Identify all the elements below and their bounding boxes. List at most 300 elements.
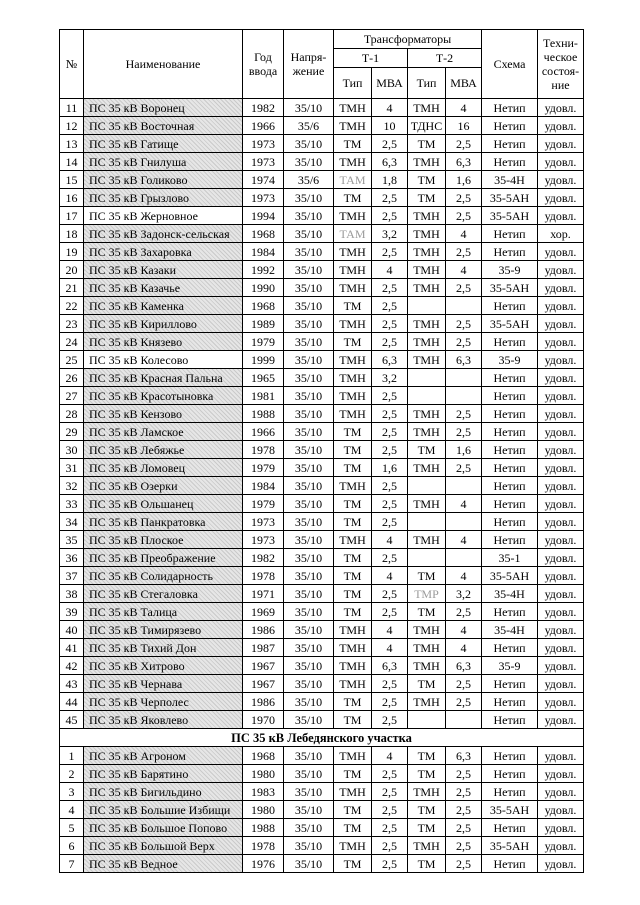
cell-num: 19	[60, 243, 84, 261]
cell-voltage: 35/10	[284, 567, 334, 585]
cell-t1-mva: 6,3	[372, 657, 408, 675]
cell-t2-type: ТМН	[408, 531, 446, 549]
table-row	[60, 513, 584, 531]
cell-voltage: 35/10	[284, 225, 334, 243]
cell-num: 37	[60, 567, 84, 585]
cell-name: ПС 35 кВ Грызлово	[84, 189, 243, 207]
cell-num: 27	[60, 387, 84, 405]
cell-year: 1973	[243, 153, 284, 171]
cell-num: 20	[60, 261, 84, 279]
cell-year: 1992	[243, 261, 284, 279]
cell-num: 4	[60, 801, 84, 819]
cell-t1-type: ТМ	[334, 423, 372, 441]
cell-t2-type: ТМН	[408, 207, 446, 225]
cell-t1-type: ТМ	[334, 585, 372, 603]
cell-condition: удовл.	[538, 711, 584, 729]
cell-name: ПС 35 кВ Талица	[84, 603, 243, 621]
cell-name: ПС 35 кВ Панкратовка	[84, 513, 243, 531]
table-row	[60, 855, 584, 873]
cell-t1-mva: 2,5	[372, 423, 408, 441]
cell-t1-type: ТМН	[334, 477, 372, 495]
cell-t1-mva: 6,3	[372, 351, 408, 369]
cell-voltage: 35/10	[284, 135, 334, 153]
table-row	[60, 675, 584, 693]
cell-num: 21	[60, 279, 84, 297]
cell-t1-type: ТМН	[334, 531, 372, 549]
cell-condition: удовл.	[538, 459, 584, 477]
cell-scheme: 35-9	[482, 261, 538, 279]
cell-t2-mva: 2,5	[446, 243, 482, 261]
cell-name: ПС 35 кВ Красотыновка	[84, 387, 243, 405]
cell-scheme: Нетип	[482, 819, 538, 837]
cell-t1-type: ТМН	[334, 99, 372, 117]
cell-t2-type: ТМН	[408, 693, 446, 711]
cell-name: ПС 35 кВ Черполес	[84, 693, 243, 711]
cell-t2-mva: 2,5	[446, 423, 482, 441]
table-row	[60, 549, 584, 567]
cell-name: ПС 35 кВ Колесово	[84, 351, 243, 369]
cell-year: 1978	[243, 441, 284, 459]
cell-t2-type: ТМ	[408, 441, 446, 459]
cell-t1-mva: 4	[372, 639, 408, 657]
cell-name: ПС 35 кВ Преображение	[84, 549, 243, 567]
cell-t2-type: ТМН	[408, 657, 446, 675]
cell-voltage: 35/10	[284, 153, 334, 171]
cell-t1-mva: 2,5	[372, 135, 408, 153]
cell-t2-type: ТМН	[408, 783, 446, 801]
cell-num: 38	[60, 585, 84, 603]
cell-condition: удовл.	[538, 837, 584, 855]
table-row	[60, 567, 584, 585]
cell-t1-mva: 6,3	[372, 153, 408, 171]
cell-condition: удовл.	[538, 639, 584, 657]
cell-t1-mva: 2,5	[372, 297, 408, 315]
cell-t1-mva: 2,5	[372, 675, 408, 693]
cell-t1-type: ТМН	[334, 279, 372, 297]
cell-year: 1987	[243, 639, 284, 657]
table-row	[60, 99, 584, 117]
table-row	[60, 225, 584, 243]
table-row	[60, 333, 584, 351]
cell-t2-mva: 2,5	[446, 675, 482, 693]
cell-t1-type: ТМ	[334, 495, 372, 513]
cell-t1-mva: 2,5	[372, 477, 408, 495]
cell-year: 1973	[243, 513, 284, 531]
cell-t2-mva: 4	[446, 99, 482, 117]
cell-year: 1999	[243, 351, 284, 369]
cell-condition: удовл.	[538, 477, 584, 495]
table-row	[60, 585, 584, 603]
cell-num: 7	[60, 855, 84, 873]
cell-voltage: 35/10	[284, 423, 334, 441]
cell-scheme: Нетип	[482, 513, 538, 531]
cell-voltage: 35/10	[284, 189, 334, 207]
cell-name: ПС 35 кВ Казачье	[84, 279, 243, 297]
cell-scheme: Нетип	[482, 297, 538, 315]
table-row	[60, 117, 584, 135]
cell-t2-mva: 2,5	[446, 693, 482, 711]
table-row	[60, 441, 584, 459]
cell-t2-type	[408, 297, 446, 315]
cell-voltage: 35/10	[284, 639, 334, 657]
cell-year: 1966	[243, 423, 284, 441]
cell-year: 1982	[243, 549, 284, 567]
cell-t2-mva: 6,3	[446, 351, 482, 369]
cell-name: ПС 35 кВ Большое Попово	[84, 819, 243, 837]
table-row	[60, 765, 584, 783]
col-name-header: Наименование	[84, 30, 243, 99]
cell-condition: удовл.	[538, 603, 584, 621]
cell-scheme: Нетип	[482, 459, 538, 477]
cell-t1-type: ТМ	[334, 513, 372, 531]
transformers-header: Трансформаторы	[334, 30, 482, 49]
cell-t2-mva: 1,6	[446, 441, 482, 459]
cell-name: ПС 35 кВ Хитрово	[84, 657, 243, 675]
cell-t2-mva: 2,5	[446, 315, 482, 333]
cell-t2-type: ТМН	[408, 243, 446, 261]
cell-scheme: Нетип	[482, 693, 538, 711]
cell-t1-mva: 2,5	[372, 207, 408, 225]
cell-t2-mva: 2,5	[446, 207, 482, 225]
table-row	[60, 783, 584, 801]
cell-scheme: Нетип	[482, 783, 538, 801]
cell-t1-type: ТМ	[334, 603, 372, 621]
cell-scheme: Нетип	[482, 675, 538, 693]
table-row	[60, 711, 584, 729]
cell-num: 41	[60, 639, 84, 657]
cell-t2-mva: 2,5	[446, 459, 482, 477]
cell-scheme: Нетип	[482, 531, 538, 549]
cell-t2-mva: 6,3	[446, 153, 482, 171]
cell-name: ПС 35 кВ Восточная	[84, 117, 243, 135]
cell-t2-type: ТМ	[408, 189, 446, 207]
cell-t1-mva: 2,5	[372, 855, 408, 873]
cell-year: 1981	[243, 387, 284, 405]
cell-voltage: 35/10	[284, 441, 334, 459]
cell-t2-mva	[446, 387, 482, 405]
cell-t2-type: ТМН	[408, 837, 446, 855]
cell-name: ПС 35 кВ Тимирязево	[84, 621, 243, 639]
cell-voltage: 35/10	[284, 603, 334, 621]
cell-t1-type: ТМ	[334, 549, 372, 567]
cell-condition: удовл.	[538, 567, 584, 585]
cell-num: 29	[60, 423, 84, 441]
cell-name: ПС 35 кВ Чернава	[84, 675, 243, 693]
cell-t1-mva: 2,5	[372, 819, 408, 837]
cell-t2-type: ТМР	[408, 585, 446, 603]
cell-t2-mva: 2,5	[446, 855, 482, 873]
table-row	[60, 405, 584, 423]
cell-voltage: 35/10	[284, 765, 334, 783]
cell-condition: удовл.	[538, 387, 584, 405]
cell-year: 1976	[243, 855, 284, 873]
cell-t2-mva: 1,6	[446, 171, 482, 189]
cell-condition: удовл.	[538, 747, 584, 765]
cell-t1-type: ТМ	[334, 855, 372, 873]
cell-voltage: 35/10	[284, 261, 334, 279]
cell-scheme: 35-5АН	[482, 279, 538, 297]
cell-t2-mva	[446, 369, 482, 387]
cell-voltage: 35/10	[284, 459, 334, 477]
cell-t1-type: ТМН	[334, 261, 372, 279]
cell-t1-type: ТАМ	[334, 225, 372, 243]
cell-t2-mva	[446, 297, 482, 315]
cell-condition: удовл.	[538, 441, 584, 459]
cell-num: 12	[60, 117, 84, 135]
cell-t2-mva: 2,5	[446, 279, 482, 297]
cell-condition: удовл.	[538, 819, 584, 837]
cell-condition: удовл.	[538, 117, 584, 135]
cell-t2-type	[408, 711, 446, 729]
table-row	[60, 369, 584, 387]
t2-mva-header: МВА	[446, 68, 482, 99]
cell-voltage: 35/10	[284, 837, 334, 855]
cell-voltage: 35/10	[284, 801, 334, 819]
cell-condition: удовл.	[538, 657, 584, 675]
t1-mva-header: МВА	[372, 68, 408, 99]
cell-voltage: 35/10	[284, 99, 334, 117]
cell-name: ПС 35 кВ Ломовец	[84, 459, 243, 477]
cell-name: ПС 35 кВ Задонск-сельская	[84, 225, 243, 243]
cell-name: ПС 35 кВ Гатище	[84, 135, 243, 153]
table-row	[60, 315, 584, 333]
cell-voltage: 35/10	[284, 855, 334, 873]
cell-t1-type: ТАМ	[334, 171, 372, 189]
cell-year: 1967	[243, 675, 284, 693]
cell-year: 1967	[243, 657, 284, 675]
cell-t1-type: ТМ	[334, 189, 372, 207]
cell-voltage: 35/10	[284, 387, 334, 405]
col-condition-header: Техни-ческое состоя-ние	[538, 30, 584, 99]
cell-condition: удовл.	[538, 531, 584, 549]
cell-t2-type	[408, 387, 446, 405]
cell-t1-mva: 4	[372, 531, 408, 549]
cell-name: ПС 35 кВ Гнилуша	[84, 153, 243, 171]
cell-t2-type: ТМН	[408, 261, 446, 279]
cell-condition: удовл.	[538, 279, 584, 297]
cell-condition: удовл.	[538, 585, 584, 603]
table-row	[60, 621, 584, 639]
cell-t2-mva: 2,5	[446, 819, 482, 837]
cell-scheme: 35-4Н	[482, 171, 538, 189]
cell-year: 1973	[243, 189, 284, 207]
cell-voltage: 35/10	[284, 585, 334, 603]
cell-voltage: 35/10	[284, 279, 334, 297]
cell-num: 33	[60, 495, 84, 513]
cell-condition: удовл.	[538, 297, 584, 315]
table-row	[60, 189, 584, 207]
cell-t1-type: ТМ	[334, 801, 372, 819]
cell-t2-type: ТМН	[408, 621, 446, 639]
cell-voltage: 35/10	[284, 657, 334, 675]
cell-t1-type: ТМН	[334, 621, 372, 639]
cell-t2-type: ТМ	[408, 747, 446, 765]
cell-year: 1990	[243, 279, 284, 297]
cell-scheme: Нетип	[482, 243, 538, 261]
cell-num: 6	[60, 837, 84, 855]
cell-year: 1979	[243, 495, 284, 513]
cell-condition: удовл.	[538, 675, 584, 693]
cell-t1-mva: 2,5	[372, 693, 408, 711]
cell-scheme: Нетип	[482, 765, 538, 783]
cell-t1-mva: 2,5	[372, 765, 408, 783]
substations-table	[59, 29, 584, 873]
cell-scheme: Нетип	[482, 441, 538, 459]
col-num-header: №	[60, 30, 84, 99]
t1-type-header: Тип	[334, 68, 372, 99]
cell-condition: удовл.	[538, 153, 584, 171]
table-body-lebedyan	[60, 747, 584, 873]
cell-scheme: Нетип	[482, 387, 538, 405]
cell-num: 32	[60, 477, 84, 495]
cell-name: ПС 35 кВ Красная Пальна	[84, 369, 243, 387]
cell-t2-mva: 2,5	[446, 837, 482, 855]
cell-t2-type: ТМ	[408, 819, 446, 837]
cell-num: 14	[60, 153, 84, 171]
table-row	[60, 459, 584, 477]
cell-t1-mva: 2,5	[372, 243, 408, 261]
cell-t1-mva: 2,5	[372, 783, 408, 801]
cell-scheme: 35-5АН	[482, 315, 538, 333]
cell-scheme: Нетип	[482, 477, 538, 495]
cell-condition: удовл.	[538, 549, 584, 567]
cell-t2-type	[408, 549, 446, 567]
cell-t1-type: ТМН	[334, 117, 372, 135]
cell-num: 2	[60, 765, 84, 783]
cell-voltage: 35/10	[284, 369, 334, 387]
table-row	[60, 477, 584, 495]
cell-t1-mva: 1,6	[372, 459, 408, 477]
cell-t2-type: ТМ	[408, 855, 446, 873]
cell-t1-type: ТМН	[334, 243, 372, 261]
cell-t1-mva: 4	[372, 621, 408, 639]
table-row	[60, 639, 584, 657]
cell-num: 24	[60, 333, 84, 351]
cell-t1-mva: 3,2	[372, 225, 408, 243]
cell-name: ПС 35 кВ Стегаловка	[84, 585, 243, 603]
table-row	[60, 243, 584, 261]
cell-t2-mva: 4	[446, 621, 482, 639]
col-year-header: Год ввода	[243, 30, 284, 99]
table-row	[60, 207, 584, 225]
cell-year: 1978	[243, 567, 284, 585]
cell-year: 1973	[243, 531, 284, 549]
cell-num: 35	[60, 531, 84, 549]
cell-t2-mva: 2,5	[446, 783, 482, 801]
cell-t1-mva: 4	[372, 567, 408, 585]
cell-voltage: 35/10	[284, 783, 334, 801]
cell-num: 25	[60, 351, 84, 369]
cell-t1-type: ТМ	[334, 567, 372, 585]
cell-scheme: Нетип	[482, 369, 538, 387]
cell-t2-mva: 2,5	[446, 405, 482, 423]
cell-t2-mva: 6,3	[446, 657, 482, 675]
cell-t1-type: ТМН	[334, 153, 372, 171]
cell-scheme: 35-1	[482, 549, 538, 567]
cell-t2-type: ТМН	[408, 153, 446, 171]
cell-t1-mva: 2,5	[372, 711, 408, 729]
cell-t2-type: ТМН	[408, 639, 446, 657]
cell-t2-mva	[446, 549, 482, 567]
cell-t1-mva: 2,5	[372, 441, 408, 459]
cell-t2-type: ТМ	[408, 801, 446, 819]
cell-t1-type: ТМ	[334, 711, 372, 729]
cell-scheme: Нетип	[482, 423, 538, 441]
cell-name: ПС 35 кВ Голиково	[84, 171, 243, 189]
cell-num: 17	[60, 207, 84, 225]
t2-header: Т-2	[408, 49, 482, 68]
cell-t1-type: ТМН	[334, 675, 372, 693]
cell-t2-type	[408, 477, 446, 495]
cell-t2-mva	[446, 513, 482, 531]
cell-t2-mva: 2,5	[446, 603, 482, 621]
cell-condition: хор.	[538, 225, 584, 243]
cell-year: 1980	[243, 801, 284, 819]
cell-t2-type: ТМН	[408, 459, 446, 477]
cell-t1-type: ТМН	[334, 207, 372, 225]
cell-t1-type: ТМ	[334, 441, 372, 459]
cell-voltage: 35/10	[284, 315, 334, 333]
cell-condition: удовл.	[538, 369, 584, 387]
cell-name: ПС 35 кВ Озерки	[84, 477, 243, 495]
table-row	[60, 801, 584, 819]
cell-num: 34	[60, 513, 84, 531]
cell-t1-mva: 2,5	[372, 315, 408, 333]
cell-scheme: 35-5АН	[482, 207, 538, 225]
table-row	[60, 747, 584, 765]
cell-t1-mva: 2,5	[372, 189, 408, 207]
cell-num: 36	[60, 549, 84, 567]
cell-condition: удовл.	[538, 333, 584, 351]
cell-year: 1968	[243, 747, 284, 765]
cell-num: 23	[60, 315, 84, 333]
cell-name: ПС 35 кВ Ламское	[84, 423, 243, 441]
cell-t1-mva: 2,5	[372, 837, 408, 855]
cell-t2-type: ТМ	[408, 567, 446, 585]
cell-t2-mva: 2,5	[446, 135, 482, 153]
cell-num: 45	[60, 711, 84, 729]
cell-num: 30	[60, 441, 84, 459]
cell-condition: удовл.	[538, 423, 584, 441]
cell-name: ПС 35 кВ Большой Верх	[84, 837, 243, 855]
cell-voltage: 35/10	[284, 549, 334, 567]
cell-scheme: Нетип	[482, 117, 538, 135]
cell-t1-type: ТМН	[334, 351, 372, 369]
cell-voltage: 35/10	[284, 351, 334, 369]
cell-num: 11	[60, 99, 84, 117]
cell-scheme: Нетип	[482, 711, 538, 729]
cell-t1-mva: 2,5	[372, 333, 408, 351]
cell-scheme: Нетип	[482, 495, 538, 513]
cell-condition: удовл.	[538, 243, 584, 261]
table-row	[60, 297, 584, 315]
cell-t2-mva: 3,2	[446, 585, 482, 603]
cell-t2-type: ТМ	[408, 603, 446, 621]
cell-t2-type: ТМН	[408, 279, 446, 297]
table-row	[60, 153, 584, 171]
cell-name: ПС 35 кВ Жерновное	[84, 207, 243, 225]
cell-scheme: Нетип	[482, 639, 538, 657]
cell-t2-mva: 2,5	[446, 189, 482, 207]
cell-name: ПС 35 кВ Солидарность	[84, 567, 243, 585]
cell-t1-type: ТМН	[334, 387, 372, 405]
cell-voltage: 35/10	[284, 531, 334, 549]
table-row	[60, 387, 584, 405]
cell-condition: удовл.	[538, 207, 584, 225]
cell-t1-mva: 2,5	[372, 603, 408, 621]
cell-scheme: Нетип	[482, 747, 538, 765]
table-row	[60, 279, 584, 297]
